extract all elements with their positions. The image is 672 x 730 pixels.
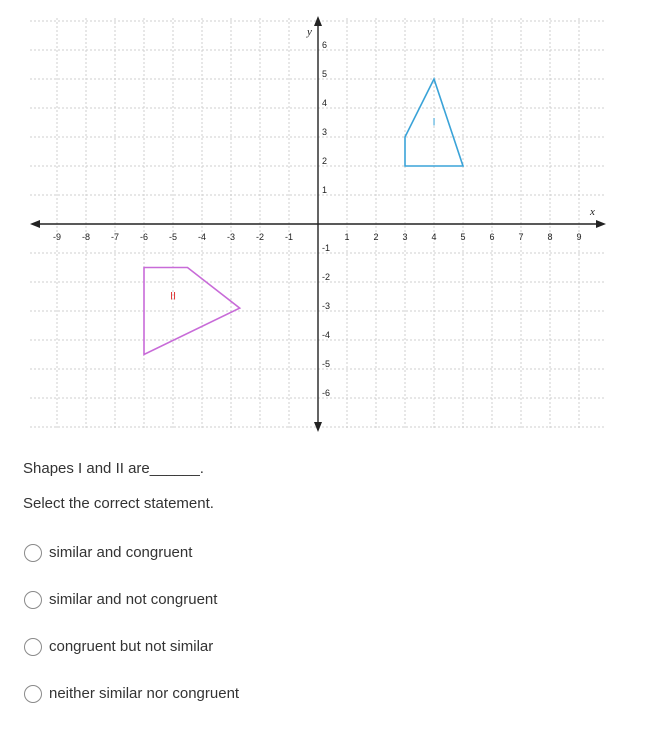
x-tick-label: -5: [168, 232, 178, 242]
x-axis-arrow-right: [596, 220, 606, 228]
x-tick-label: 7: [518, 232, 524, 242]
y-tick-label: 6: [322, 40, 328, 50]
shape-2-label: II: [169, 290, 177, 303]
choice-label: similar and not congruent: [49, 591, 218, 608]
y-tick-label: -2: [322, 272, 331, 282]
x-tick-label: -3: [226, 232, 236, 242]
y-tick-label: -4: [322, 330, 331, 340]
radio-button[interactable]: [24, 591, 42, 609]
question-instruction: Select the correct statement.: [23, 495, 214, 512]
x-tick-label: -4: [197, 232, 207, 242]
x-tick-label: 1: [344, 232, 350, 242]
radio-button[interactable]: [24, 638, 42, 656]
x-tick-label: 3: [402, 232, 408, 242]
shape-1-label: I: [432, 116, 436, 129]
answer-choices: [24, 542, 239, 730]
x-tick-label: 2: [373, 232, 379, 242]
y-tick-label: -6: [322, 388, 331, 398]
radio-button[interactable]: [24, 544, 42, 562]
y-tick-label: -3: [322, 301, 331, 311]
y-tick-label: 2: [322, 156, 328, 166]
question-prompt: Shapes I and II are______.: [23, 460, 204, 477]
x-axis-label: x: [590, 206, 595, 218]
x-tick-label: -1: [284, 232, 294, 242]
choice-similar-not-congruent[interactable]: [24, 589, 239, 636]
x-tick-label: 9: [576, 232, 582, 242]
y-tick-label: 1: [322, 185, 328, 195]
choice-label: similar and congruent: [49, 544, 193, 561]
y-axis-label: y: [307, 26, 312, 38]
radio-button[interactable]: [24, 685, 42, 703]
x-tick-label: -6: [139, 232, 149, 242]
y-tick-label: -1: [322, 243, 331, 253]
choice-congruent-not-similar[interactable]: [24, 636, 239, 683]
x-tick-label: 8: [547, 232, 553, 242]
y-tick-label: 5: [322, 69, 328, 79]
x-tick-label: -2: [255, 232, 265, 242]
y-tick-label: -5: [322, 359, 331, 369]
x-tick-label: -7: [110, 232, 120, 242]
x-axis-arrow-left: [30, 220, 40, 228]
x-tick-label: -9: [52, 232, 62, 242]
y-tick-label: 4: [322, 98, 328, 108]
choice-label: neither similar nor congruent: [49, 685, 240, 702]
y-tick-label: 3: [322, 127, 328, 137]
x-tick-label: 5: [460, 232, 466, 242]
choice-similar-and-congruent[interactable]: [24, 542, 239, 589]
choice-label: congruent but not similar: [49, 638, 214, 655]
x-tick-label: -8: [81, 232, 91, 242]
choice-neither[interactable]: [24, 683, 239, 730]
x-tick-label: 6: [489, 232, 495, 242]
x-tick-label: 4: [431, 232, 437, 242]
